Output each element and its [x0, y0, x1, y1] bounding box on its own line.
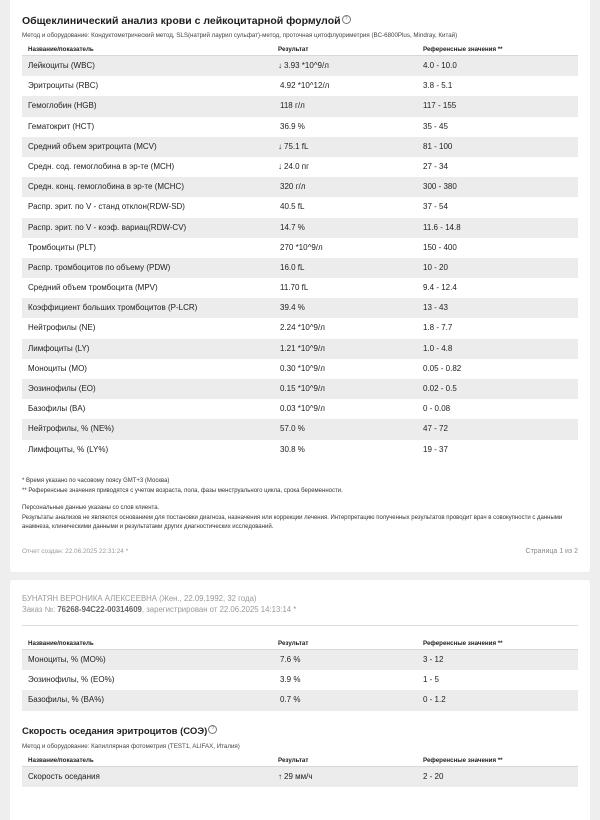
result-value: 39.4 %	[280, 303, 305, 313]
page-number: Страница 1 из 2	[525, 548, 578, 555]
result-value: 0.7 %	[280, 695, 301, 705]
result-value: 30.8 %	[280, 444, 305, 454]
test-result	[278, 767, 313, 787]
test-result	[278, 76, 329, 96]
result-value: 3.9 %	[280, 675, 301, 685]
result-value: 75.1 fL	[284, 141, 309, 151]
test-reference: 300 - 380	[423, 182, 457, 192]
table-row	[22, 379, 578, 399]
header-result: Результат	[278, 640, 309, 647]
result-value: 118 г/л	[280, 101, 305, 111]
order-number: 76268-94C22-00314609	[57, 605, 142, 614]
result-value: 270 *10^9/л	[280, 242, 323, 252]
table-row	[22, 690, 578, 710]
test-name: Средний объем эритроцита (MCV)	[28, 141, 157, 151]
test-reference: 35 - 45	[423, 121, 448, 131]
table-row	[22, 767, 578, 787]
test-reference: 117 - 155	[423, 101, 457, 111]
info-icon[interactable]: ?	[342, 15, 351, 24]
table-row	[22, 258, 578, 278]
test-name: Лимфоциты (LY)	[28, 343, 90, 353]
test-name: Коэффициент больших тромбоцитов (P-LCR)	[28, 303, 198, 313]
test-reference: 10 - 20	[423, 262, 448, 272]
test-reference: 13 - 43	[423, 303, 448, 313]
result-value: 4.92 *10^12/л	[280, 81, 330, 91]
table-row	[22, 238, 578, 258]
section-title: Общеклинический анализ крови с лейкоцитарной формулой ?	[22, 14, 578, 28]
table-row	[22, 157, 578, 177]
test-reference: 3 - 12	[423, 655, 444, 664]
result-value: 57.0 %	[280, 424, 305, 434]
result-value: 0.30 *10^9/л	[280, 363, 325, 373]
test-result	[278, 298, 305, 318]
test-reference: 47 - 72	[423, 424, 448, 434]
header-name: Название/показатель	[28, 46, 94, 53]
table-header	[22, 755, 578, 767]
test-reference: 1 - 5	[423, 675, 440, 685]
test-result	[278, 318, 325, 338]
table-header	[22, 44, 578, 56]
test-result	[278, 339, 325, 359]
header-ref: Референсные значения **	[423, 46, 503, 53]
test-result	[278, 399, 325, 419]
esr-title: Скорость оседания эритроцитов (СОЭ) ?	[22, 725, 578, 739]
test-reference: 1.8 - 7.7	[423, 323, 453, 333]
header-result: Результат	[278, 756, 309, 764]
result-value: 36.9 %	[280, 121, 305, 131]
test-name: Гемоглобин (HGB)	[28, 101, 97, 111]
table-row	[22, 399, 578, 419]
test-name: Средний объем тромбоцита (MPV)	[28, 283, 158, 293]
test-name: Средн. сод. гемоглобина в эр-те (MCH)	[28, 161, 175, 171]
info-icon[interactable]: ?	[208, 725, 217, 734]
test-name: Эозинофилы (EO)	[28, 384, 96, 393]
test-result	[278, 117, 305, 137]
patient-name: БУНАТЯН ВЕРОНИКА АЛЕКСЕЕВНА (Жен., 22.09.1992, 32 года)	[22, 594, 257, 603]
order-info: Заказ №: 76268-94C22-00314609, зарегистрирован от 22.06.2025 14:13:14 *	[22, 605, 297, 614]
table-row	[22, 440, 578, 460]
table-row	[22, 56, 578, 76]
table-row	[22, 96, 578, 116]
result-value: 11.70 fL	[280, 283, 309, 293]
note-ref: ** Референсные значения приводятся с учетом возраста, пола, фазы менструального цикла, срока беременности.	[22, 488, 343, 495]
test-name: Распр. тромбоцитов по объему (PDW)	[28, 262, 171, 272]
table-row	[22, 177, 578, 197]
test-result	[278, 238, 323, 258]
result-value: 7.6 %	[280, 655, 301, 664]
test-result	[278, 419, 305, 439]
test-name: Моноциты, % (MO%)	[28, 655, 106, 664]
test-result	[278, 258, 304, 278]
table-row	[22, 278, 578, 298]
test-reference: 0 - 1.2	[423, 695, 446, 705]
result-value: 40.5 fL	[280, 202, 305, 212]
test-name: Базофилы (BA)	[28, 404, 86, 414]
divider	[22, 625, 578, 626]
notes	[22, 477, 578, 532]
test-result	[278, 157, 309, 177]
table-row	[22, 318, 578, 338]
test-result	[278, 218, 305, 238]
flag-arrow-icon: ↓	[278, 141, 282, 151]
test-name: Гематокрит (HCT)	[28, 121, 95, 131]
test-result	[278, 278, 308, 298]
result-value: 320 г/л	[280, 182, 306, 192]
note-time: * Время указано по часовому поясу GMT+3 (Москва)	[22, 477, 170, 484]
table-row	[22, 298, 578, 318]
report-page-1	[10, 0, 590, 572]
result-value: 14.7 %	[280, 222, 305, 232]
test-reference: 2 - 20	[423, 771, 444, 781]
table-row	[22, 197, 578, 217]
test-name: Лейкоциты (WBC)	[28, 61, 95, 70]
result-value: 24.0 пг	[284, 161, 310, 171]
test-name: Распр. эрит. по V - коэф. вариац(RDW-CV)	[28, 222, 187, 232]
test-reference: 0 - 0.08	[423, 404, 451, 414]
table-row	[22, 359, 578, 379]
test-result	[278, 137, 308, 157]
results-table	[22, 56, 578, 460]
flag-arrow-icon: ↓	[278, 161, 282, 171]
test-name: Средн. конц. гемоглобина в эр-те (MCHC)	[28, 182, 184, 192]
test-result	[278, 359, 325, 379]
test-name: Нейтрофилы, % (NE%)	[28, 424, 115, 434]
test-reference: 0.02 - 0.5	[423, 384, 457, 393]
result-value: 3.93 *10^9/л	[284, 61, 329, 70]
results-table	[22, 767, 578, 787]
header-name: Название/показатель	[28, 756, 94, 764]
result-value: 2.24 *10^9/л	[280, 323, 325, 333]
header-result: Результат	[278, 46, 309, 53]
test-result	[278, 177, 305, 197]
test-name: Распр. эрит. по V - станд отклон(RDW-SD)	[28, 202, 185, 212]
note-personal: Персональные данные указаны со слов клиента.	[22, 504, 160, 511]
test-reference: 37 - 54	[423, 202, 448, 212]
test-result	[278, 440, 305, 460]
test-name: Тромбоциты (PLT)	[28, 242, 96, 252]
test-reference: 150 - 400	[423, 242, 457, 252]
result-value: 16.0 fL	[280, 262, 305, 272]
flag-arrow-icon: ↑	[278, 771, 282, 781]
test-name: Эозинофилы, % (EO%)	[28, 675, 115, 685]
method-description: Метод и оборудование: Кондуктометрический метод, SLS(натрий лаурил сульфат)-метод, проточная цитофлуориметрия (BC-6800Plus, Mindray, Китай)	[22, 32, 458, 39]
test-result	[278, 650, 300, 670]
table-row	[22, 419, 578, 439]
report-page-2	[10, 580, 590, 820]
report-created: Отчет создан: 22.06.2025 22:31:24 *	[22, 548, 129, 555]
test-reference: 1.0 - 4.8	[423, 343, 453, 353]
table-row	[22, 339, 578, 359]
test-result	[278, 670, 300, 690]
header-ref: Референсные значения **	[423, 640, 503, 647]
header-name: Название/показатель	[28, 640, 94, 647]
result-value: 0.03 *10^9/л	[280, 404, 325, 414]
table-row	[22, 218, 578, 238]
test-name: Эритроциты (RBC)	[28, 81, 99, 91]
test-reference: 27 - 34	[423, 161, 448, 171]
test-result	[278, 56, 329, 76]
test-result	[278, 96, 305, 116]
page-footer	[22, 548, 578, 555]
test-name: Базофилы, % (BA%)	[28, 695, 104, 705]
table-row	[22, 670, 578, 690]
test-reference: 11.6 - 14.8	[423, 222, 461, 232]
table-row	[22, 650, 578, 670]
result-value: 1.21 *10^9/л	[280, 343, 325, 353]
esr-method: Метод и оборудование: Капиллярная фотометрия (TEST1, ALIFAX, Италия)	[22, 742, 240, 750]
table-row	[22, 137, 578, 157]
test-result	[278, 690, 300, 710]
table-header	[22, 638, 578, 650]
table-row	[22, 76, 578, 96]
results-table	[22, 650, 578, 711]
test-name: Моноциты (MO)	[28, 363, 87, 373]
test-reference: 9.4 - 12.4	[423, 283, 457, 293]
table-row	[22, 117, 578, 137]
test-reference: 19 - 37	[423, 444, 448, 454]
note-disclaimer: Результаты анализов не являются основанием для постановки диагноза, назначения или коррекции лечения. Интерпретацию полученных результатов проводит врач в совокупности с данными анамнеза, клиническими данными и результатами других диагностических исследований.	[22, 515, 563, 530]
flag-arrow-icon: ↓	[278, 61, 282, 70]
test-reference: 81 - 100	[423, 141, 453, 151]
test-result	[278, 379, 325, 399]
header-ref: Референсные значения **	[423, 756, 503, 764]
test-reference: 4.0 - 10.0	[423, 61, 457, 70]
test-result	[278, 197, 304, 217]
test-name: Нейтрофилы (NE)	[28, 323, 96, 333]
test-reference: 3.8 - 5.1	[423, 81, 453, 91]
test-reference: 0.05 - 0.82	[423, 363, 462, 373]
test-name: Скорость оседания	[28, 771, 100, 781]
test-name: Лимфоциты, % (LY%)	[28, 444, 109, 454]
result-value: 0.15 *10^9/л	[280, 384, 325, 393]
result-value: 29 мм/ч	[284, 771, 313, 781]
